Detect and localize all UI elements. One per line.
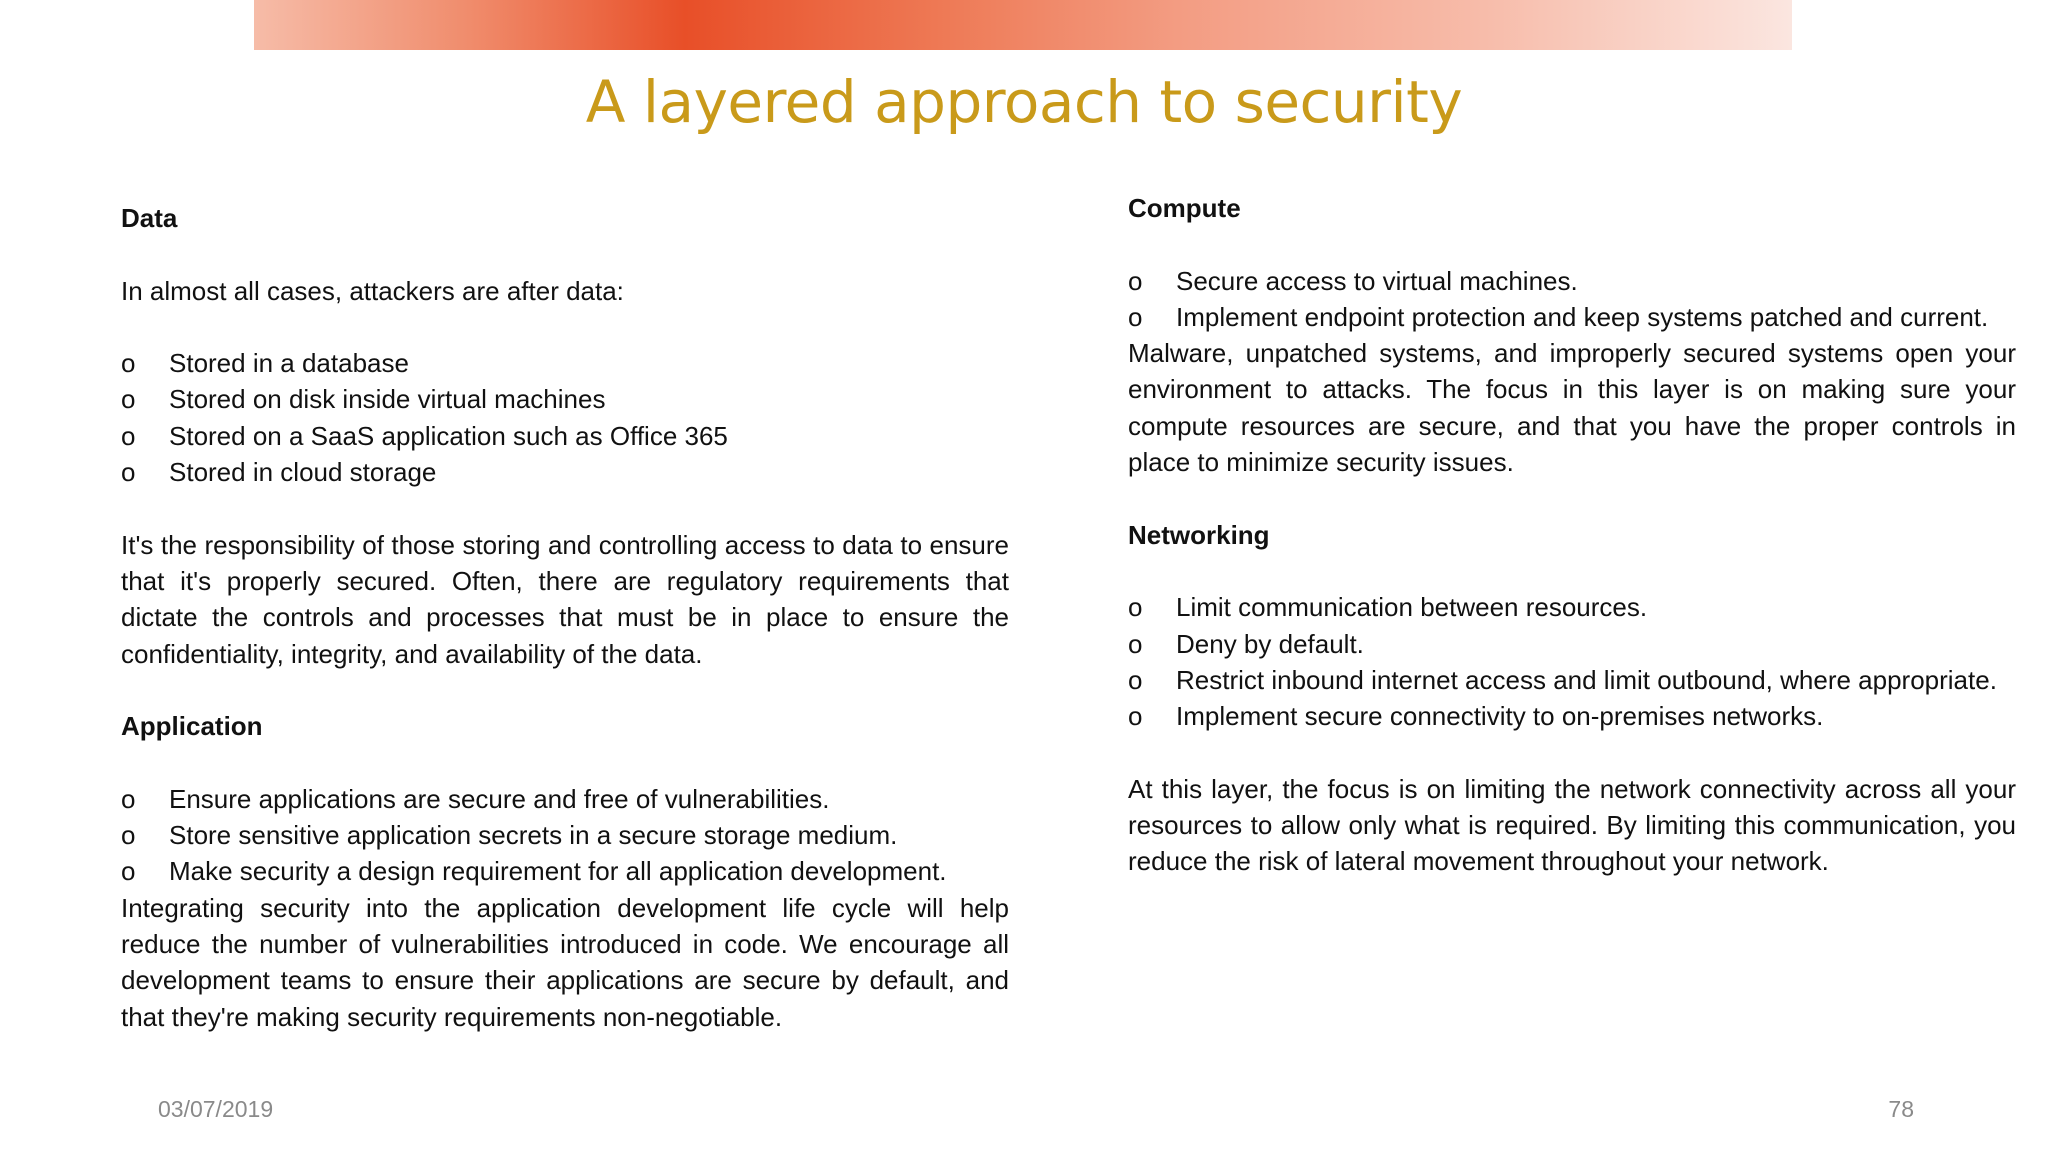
list-item: o Store sensitive application secrets in a secure storage medium.: [121, 817, 1009, 853]
bullet-circle-icon: o: [121, 420, 136, 451]
list-item: o Limit communication between resources.: [1128, 589, 2016, 625]
application-bullet-list: [121, 781, 1009, 890]
list-item: o Secure access to virtual machines.: [1128, 263, 2016, 299]
slide-title: A layered approach to security: [585, 68, 1463, 136]
bullet-circle-icon: o: [121, 457, 136, 488]
right-column: [1128, 190, 2016, 880]
list-item: o Deny by default.: [1128, 626, 2016, 662]
bullet-circle-icon: o: [1128, 628, 1143, 659]
compute-bullet-list: [1128, 263, 2016, 336]
list-item: o Make security a design requirement for all application development.: [121, 853, 1009, 889]
list-item: o Stored in a database: [121, 345, 1009, 381]
left-column: [121, 200, 1009, 1035]
data-intro: In almost all cases, attackers are after data:: [121, 275, 624, 306]
list-item: o Implement secure connectivity to on-premises networks.: [1128, 698, 2016, 734]
bullet-circle-icon: o: [121, 820, 136, 851]
bullet-circle-icon: o: [1128, 701, 1143, 732]
bullet-circle-icon: o: [121, 384, 136, 415]
application-heading: Application: [121, 711, 263, 742]
bullet-circle-icon: o: [121, 783, 136, 814]
slide-page-number: 78: [1888, 1096, 1914, 1122]
bullet-circle-icon: o: [1128, 265, 1143, 296]
data-heading: Data: [121, 203, 178, 233]
application-paragraph: Integrating security into the application development life cycle will help reduce the number of vulnerabilities introduced in code. We encourage all development teams to ensure their applications are secure by default, and that they're making security requirements non-negotiable.: [121, 892, 1009, 1032]
data-bullet-list: [121, 345, 1009, 490]
top-accent-band: [254, 0, 1792, 50]
networking-bullet-list: [1128, 589, 2016, 734]
bullet-circle-icon: o: [1128, 301, 1143, 332]
bullet-circle-icon: o: [1128, 592, 1143, 623]
compute-paragraph: Malware, unpatched systems, and improperly secured systems open your environment to attacks. The focus in this layer is on making sure your compute resources are secure, and that you have the proper controls in place to minimize security issues.: [1128, 338, 2016, 478]
bullet-circle-icon: o: [121, 856, 136, 887]
compute-heading: Compute: [1128, 193, 1241, 223]
networking-paragraph: At this layer, the focus is on limiting the network connectivity across all your resources to allow only what is required. By limiting this communication, you reduce the risk of lateral movement throughout your network.: [1128, 773, 2016, 877]
list-item: o Stored on a SaaS application such as Office 365: [121, 418, 1009, 454]
list-item: o Restrict inbound internet access and limit outbound, where appropriate.: [1128, 662, 2016, 698]
list-item: o Stored on disk inside virtual machines: [121, 381, 1009, 417]
bullet-circle-icon: o: [121, 348, 136, 379]
data-paragraph: It's the responsibility of those storing and controlling access to data to ensure that it's properly secured. Often, there are regulatory requirements that dictate the controls and processes that must be in place to ensure the confidentiality, integrity, and availability of the data.: [121, 529, 1009, 669]
list-item: o Implement endpoint protection and keep systems patched and current.: [1128, 299, 2016, 335]
slide-date: 03/07/2019: [158, 1096, 274, 1122]
list-item: o Stored in cloud storage: [121, 454, 1009, 490]
list-item: o Ensure applications are secure and free of vulnerabilities.: [121, 781, 1009, 817]
bullet-circle-icon: o: [1128, 664, 1143, 695]
networking-heading: Networking: [1128, 519, 1270, 550]
